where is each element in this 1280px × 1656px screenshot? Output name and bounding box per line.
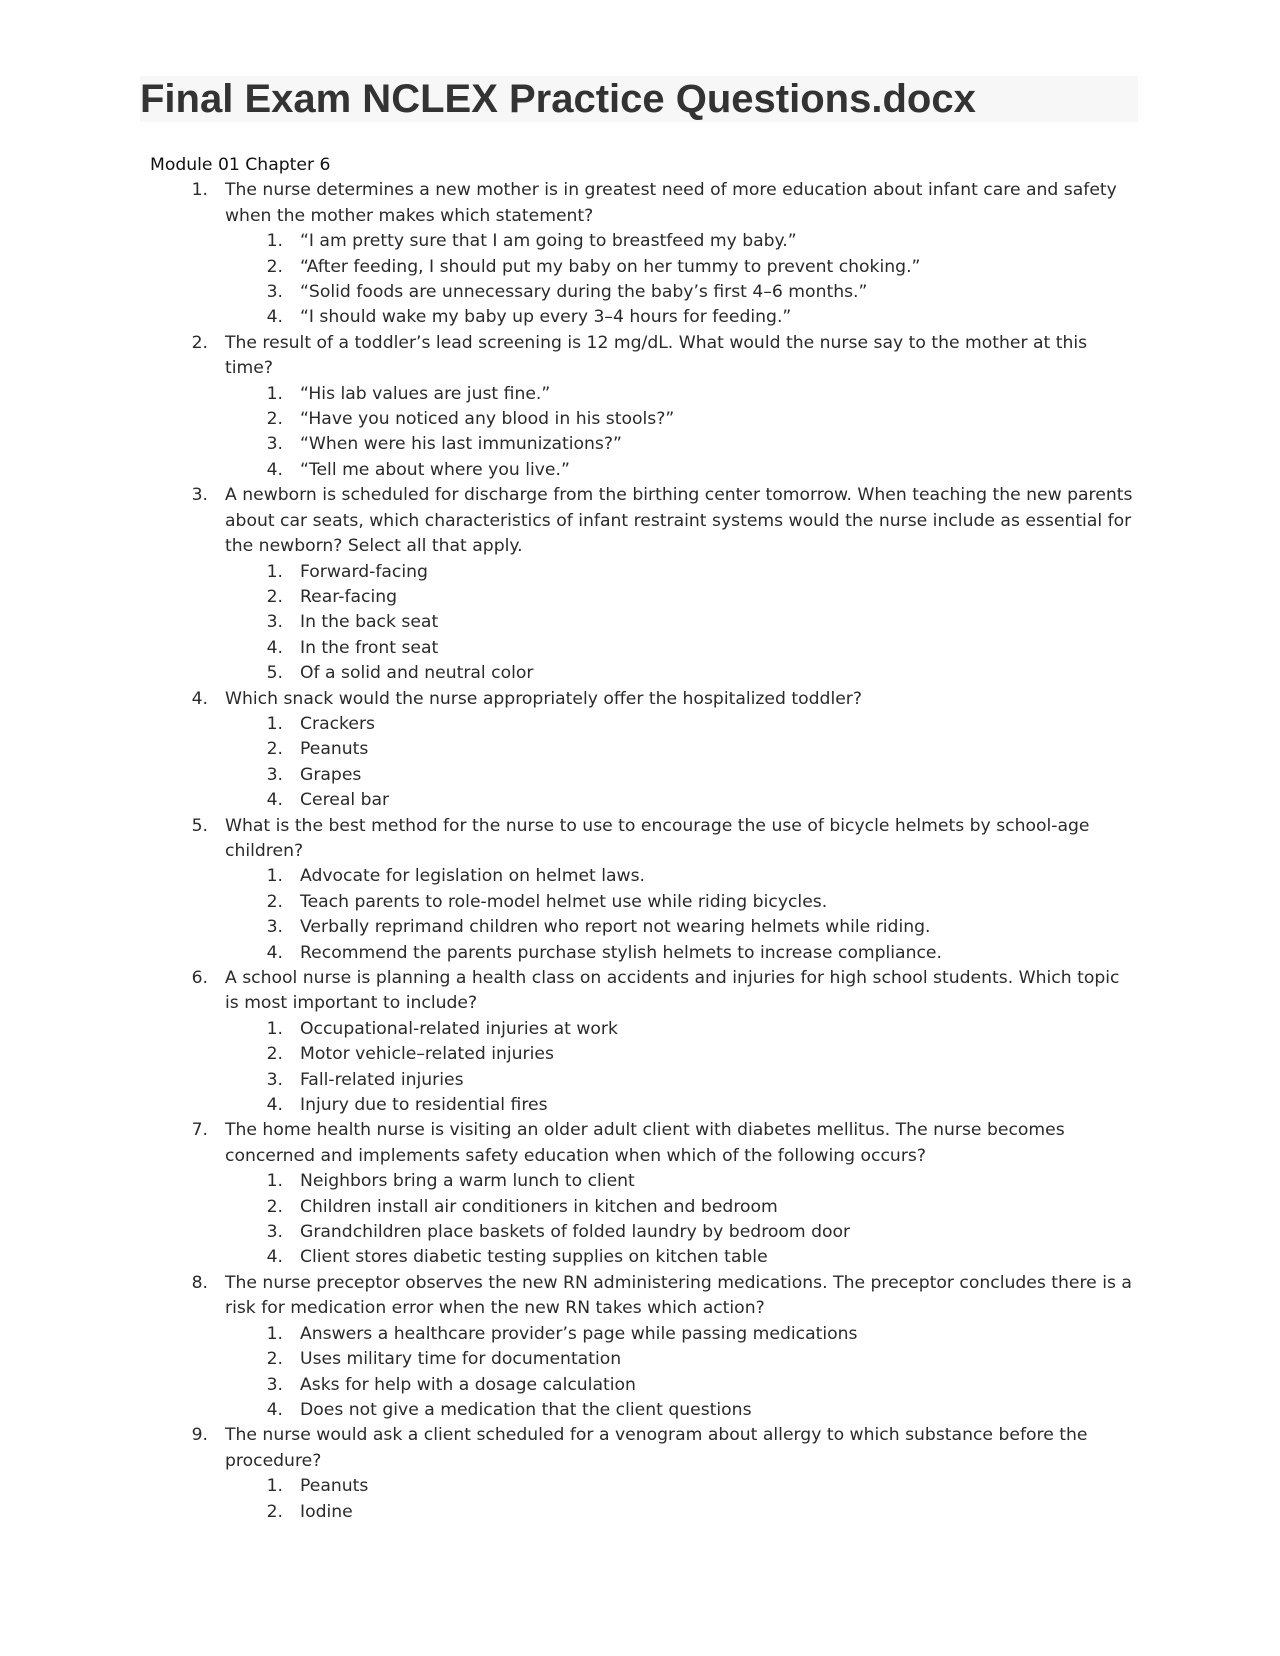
module-heading: Module 01 Chapter 6 bbox=[150, 155, 331, 175]
answer-option bbox=[225, 1220, 1150, 1245]
option-number: 3. bbox=[266, 1069, 283, 1090]
option-text: In the back seat bbox=[300, 612, 439, 633]
option-number: 3. bbox=[266, 434, 283, 455]
option-text: “Solid foods are unnecessary during the baby’s first 4–6 months.” bbox=[300, 282, 868, 303]
question-item bbox=[150, 687, 1150, 814]
option-number: 2. bbox=[266, 1501, 283, 1522]
option-number: 4. bbox=[266, 637, 283, 658]
answer-option bbox=[225, 458, 1150, 483]
answer-options bbox=[225, 1017, 1150, 1119]
option-text: In the front seat bbox=[300, 637, 439, 658]
answer-option bbox=[225, 890, 1150, 915]
option-text: Motor vehicle–related injuries bbox=[300, 1044, 554, 1065]
option-number: 2. bbox=[266, 409, 283, 430]
option-number: 3. bbox=[266, 282, 283, 303]
answer-option bbox=[225, 407, 1150, 432]
answer-option bbox=[225, 1042, 1150, 1067]
answer-option bbox=[225, 1195, 1150, 1220]
question-item bbox=[150, 483, 1150, 686]
answer-option bbox=[225, 915, 1150, 940]
option-text: Client stores diabetic testing supplies on kitchen table bbox=[300, 1247, 768, 1268]
answer-option bbox=[225, 255, 1150, 280]
option-text: Neighbors bring a warm lunch to client bbox=[300, 1171, 635, 1192]
option-text: Peanuts bbox=[300, 1476, 369, 1497]
question-item bbox=[150, 1271, 1150, 1423]
option-text: Children install air conditioners in kitchen and bedroom bbox=[300, 1196, 778, 1217]
option-number: 4. bbox=[266, 1095, 283, 1116]
option-text: Fall-related injuries bbox=[300, 1069, 464, 1090]
answer-option bbox=[225, 737, 1150, 762]
answer-options bbox=[225, 560, 1150, 687]
option-number: 1. bbox=[266, 713, 283, 734]
answer-option bbox=[225, 661, 1150, 686]
answer-option bbox=[225, 305, 1150, 330]
answer-option bbox=[225, 610, 1150, 635]
answer-option bbox=[225, 280, 1150, 305]
question-text: Which snack would the nurse appropriately offer the hospitalized toddler? bbox=[225, 688, 862, 709]
option-number: 2. bbox=[266, 739, 283, 760]
option-number: 1. bbox=[266, 1018, 283, 1039]
question-item bbox=[150, 966, 1150, 1118]
answer-options bbox=[225, 229, 1150, 331]
question-text: What is the best method for the nurse to use to encourage the use of bicycle helmets by school-age children? bbox=[225, 815, 1090, 861]
answer-option bbox=[225, 1373, 1150, 1398]
option-number: 4. bbox=[266, 1399, 283, 1420]
option-number: 5. bbox=[266, 663, 283, 684]
option-number: 2. bbox=[266, 1196, 283, 1217]
answer-option bbox=[225, 585, 1150, 610]
option-text: Does not give a medication that the client questions bbox=[300, 1399, 752, 1420]
option-number: 3. bbox=[266, 1374, 283, 1395]
question-text: A newborn is scheduled for discharge from the birthing center tomorrow. When teaching the new parents about car seats, which characteristics of infant restraint systems would the nurse include as essential for the newborn? Select all that apply. bbox=[225, 485, 1133, 557]
option-number: 4. bbox=[266, 459, 283, 480]
answer-option bbox=[225, 1245, 1150, 1270]
option-number: 4. bbox=[266, 790, 283, 811]
answer-option bbox=[225, 1500, 1150, 1525]
answer-option bbox=[225, 864, 1150, 889]
option-number: 1. bbox=[266, 1323, 283, 1344]
question-item bbox=[150, 1423, 1150, 1525]
option-text: Iodine bbox=[300, 1501, 353, 1522]
answer-option bbox=[225, 636, 1150, 661]
option-number: 2. bbox=[266, 1044, 283, 1065]
option-text: Peanuts bbox=[300, 739, 369, 760]
option-number: 3. bbox=[266, 764, 283, 785]
answer-options bbox=[225, 864, 1150, 966]
answer-option bbox=[225, 560, 1150, 585]
option-text: Injury due to residential fires bbox=[300, 1095, 548, 1116]
option-text: “His lab values are just fine.” bbox=[300, 383, 551, 404]
question-number: 3. bbox=[191, 485, 208, 506]
option-text: Uses military time for documentation bbox=[300, 1349, 622, 1370]
option-number: 1. bbox=[266, 866, 283, 887]
option-text: Occupational-related injuries at work bbox=[300, 1018, 618, 1039]
option-number: 2. bbox=[266, 256, 283, 277]
option-text: Asks for help with a dosage calculation bbox=[300, 1374, 636, 1395]
option-number: 3. bbox=[266, 1222, 283, 1243]
question-text: The nurse preceptor observes the new RN administering medications. The preceptor concludes there is a risk for medication error when the new RN takes which action? bbox=[225, 1272, 1132, 1319]
option-text: Rear-facing bbox=[300, 586, 398, 607]
question-item bbox=[150, 814, 1150, 966]
answer-option bbox=[225, 788, 1150, 813]
option-number: 3. bbox=[266, 612, 283, 633]
answer-option bbox=[225, 1474, 1150, 1499]
option-text: “I should wake my baby up every 3–4 hours for feeding.” bbox=[300, 307, 792, 328]
option-text: “I am pretty sure that I am going to breastfeed my baby.” bbox=[300, 231, 797, 252]
question-item bbox=[150, 178, 1150, 330]
option-text: Cereal bar bbox=[300, 790, 390, 811]
answer-option bbox=[225, 1322, 1150, 1347]
question-text: The result of a toddler’s lead screening is 12 mg/dL. What would the nurse say to the mother at this time? bbox=[225, 332, 1088, 379]
question-text: The home health nurse is visiting an older adult client with diabetes mellitus. The nurse becomes concerned and implements safety education when which of the following occurs? bbox=[225, 1120, 1065, 1166]
option-number: 2. bbox=[266, 1349, 283, 1370]
option-number: 2. bbox=[266, 586, 283, 607]
question-text: The nurse would ask a client scheduled for a venogram about allergy to which substance before the procedure? bbox=[225, 1425, 1088, 1471]
answer-option bbox=[225, 1347, 1150, 1372]
option-text: Recommend the parents purchase stylish helmets to increase compliance. bbox=[300, 942, 942, 963]
question-number: 2. bbox=[191, 332, 208, 353]
option-text: Grandchildren place baskets of folded laundry by bedroom door bbox=[300, 1222, 851, 1243]
option-text: Forward-facing bbox=[300, 561, 428, 582]
option-text: Teach parents to role-model helmet use while riding bicycles. bbox=[300, 891, 828, 912]
answer-options bbox=[225, 382, 1150, 484]
question-text: A school nurse is planning a health class on accidents and injuries for high school students. Which topic is most important to include? bbox=[225, 968, 1120, 1014]
option-text: Of a solid and neutral color bbox=[300, 663, 534, 684]
answer-option bbox=[225, 229, 1150, 254]
question-number: 4. bbox=[191, 688, 208, 709]
option-number: 3. bbox=[266, 917, 283, 938]
answer-option bbox=[225, 382, 1150, 407]
answer-option bbox=[225, 1068, 1150, 1093]
answer-options bbox=[225, 712, 1150, 814]
answer-option bbox=[225, 941, 1150, 966]
option-number: 1. bbox=[266, 383, 283, 404]
question-number: 9. bbox=[191, 1425, 208, 1446]
option-text: “After feeding, I should put my baby on her tummy to prevent choking.” bbox=[300, 256, 921, 277]
question-item bbox=[150, 1118, 1150, 1270]
option-text: Answers a healthcare provider’s page while passing medications bbox=[300, 1323, 858, 1344]
question-number: 6. bbox=[191, 968, 208, 988]
option-number: 2. bbox=[266, 891, 283, 912]
option-text: “Have you noticed any blood in his stools?” bbox=[300, 409, 675, 430]
answer-option bbox=[225, 712, 1150, 737]
option-number: 1. bbox=[266, 561, 283, 582]
question-number: 5. bbox=[191, 815, 208, 836]
option-text: “Tell me about where you live.” bbox=[300, 459, 570, 480]
option-text: “When were his last immunizations?” bbox=[300, 434, 622, 455]
question-number: 1. bbox=[191, 180, 208, 201]
answer-option bbox=[225, 1169, 1150, 1194]
question-list bbox=[150, 178, 1150, 1525]
option-text: Advocate for legislation on helmet laws. bbox=[300, 866, 646, 887]
answer-options bbox=[225, 1474, 1150, 1525]
answer-option bbox=[225, 763, 1150, 788]
document-title: Final Exam NCLEX Practice Questions.docx bbox=[140, 77, 976, 121]
option-text: Grapes bbox=[300, 764, 362, 785]
option-text: Crackers bbox=[300, 713, 375, 734]
answer-option bbox=[225, 1017, 1150, 1042]
option-number: 1. bbox=[266, 231, 283, 252]
answer-options bbox=[225, 1169, 1150, 1271]
answer-option bbox=[225, 1398, 1150, 1423]
question-number: 7. bbox=[191, 1120, 208, 1141]
option-number: 1. bbox=[266, 1171, 283, 1192]
option-number: 4. bbox=[266, 307, 283, 328]
option-number: 4. bbox=[266, 942, 283, 963]
answer-option bbox=[225, 1093, 1150, 1118]
document-body bbox=[150, 153, 1150, 1525]
question-number: 8. bbox=[191, 1272, 208, 1293]
answer-options bbox=[225, 1322, 1150, 1424]
option-number: 4. bbox=[266, 1247, 283, 1268]
answer-option bbox=[225, 432, 1150, 457]
option-number: 1. bbox=[266, 1476, 283, 1497]
option-text: Verbally reprimand children who report not wearing helmets while riding. bbox=[300, 917, 931, 938]
question-item bbox=[150, 331, 1150, 483]
question-text: The nurse determines a new mother is in greatest need of more education about infant care and safety when the mother makes which statement? bbox=[225, 180, 1117, 226]
